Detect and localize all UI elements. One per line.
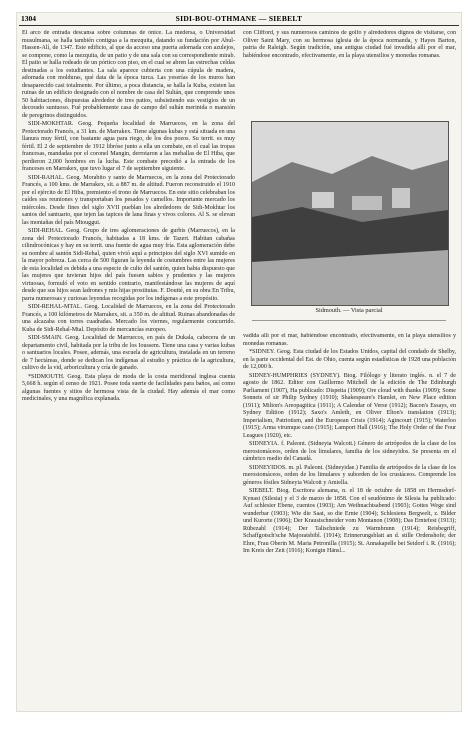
photo-illustration (252, 122, 448, 305)
running-title: SIDI-BOU-OTHMANE — SIEBELT (175, 14, 303, 23)
entry-sidi-smain: SIDI-SMAIN. Geog. Localidad de Marruecos, en país de Dukala, cabecera de un departamento civil, habitada por la tribu de los Ioussem. Tiene una casa y varias kubas o santuarios locales. Posee, además, una escuela de agricultura, instalada en un terreno de 7 hectáreas, donde se dedican los indígenas al estudio y práctica de la agricultura, cultivo de la vid, arboricultura y cría de ganado. (22, 335, 235, 371)
header-rule (19, 25, 459, 26)
paragraph-arco: El arco de entrada descansa sobre columnas de ónice. La medersa, o Universidad musulmana, se halla también contigua a la mezquita, datando su fundación por Abul-Hassen-Alí, de 1347. Este edificio, al que da acceso una puerta adornada con azulejos, se compone, como la mezquita, de un patio y de una sala con su correspondiente mirab. El patio se halla rodeado de un pórtico con piso, en el cual se abren las estrechas celdas destinadas a los estudiantes. La sala aparece cubierta con una cúpula de madera, adornada con molduras, qué data de la época turca. Las yeserías de los muros han desaparecido casi totalmente. Por último, a poca distancia, se halla la Kuba, existen las ruinas de un edificio designado con el nombre de casa del Sultán, que comprende unos 50 habitaciones, dispuestas alrededor de tres patios, subsistiendo sus vestigios de un decorado suntuoso. Fué probablemente casa de campo del sultán merinida o mansión de peregrinos distinguidos. (22, 30, 235, 119)
paragraph-vadida: vadida allí por el mar, habiéndose encontrado, efectivamente, en la playa utensilios y monedas romanas. (243, 333, 456, 347)
entry-siebelt: SIEBELT. Biog. Escritora alemana, n. el 18 de octubre de 1858 en Hermsdorf-Kynast (Silesia) y el 3 de marzo de 1858. Con el seudónimo de Silesia ha publicado: Auf schlesier Ebene, cuentos (1903); Am Weihnachtsabend (1903); Gottes Wege sind wunderbar (1903); Wie die Saat, so die Ernte (1904); Schlesiens Bergwelt, z. Bilder und Kurorte (1906); Der Kraustschneider vom Montanon (1908); Das Erntefest (1913); Rübezahl (1914); Der Talischniede zu Warmbrunn (1914); Reisbegriff, Schaffgotsch'sche Majoratsbibl. (1914); Erinnerungsblatt an d. stille Ordenshofe; der Ehre, Frau Oberin M. Maria Petronilla (1915); St. Annakapelle bei Seidorf i. R. (1916); Im Kreis der Zeit (1916); Konigin Hänsl... (243, 488, 456, 554)
left-column (22, 30, 235, 706)
right-column-bottom (243, 333, 456, 703)
page-number: 1304 (21, 14, 36, 23)
page-header (17, 13, 461, 27)
entry-sidmouth: *SIDMOUTH. Geog. Esta playa de moda de la costa meridional inglesa cuenta 5,668 h. según el censo de 1921. Posee toda suerte de facilidades para baños, así como algunas fuentes y sitios de hermosa vista de la ciudad. Hay además el mar como medicinales, y una magnífica explanada. (22, 373, 235, 402)
entry-sidi-mokhtar: SIDI-MOKHTAR. Geog. Pequeña localidad de Marruecos, en la zona del Protectorado Francés, a 31 km. de Marrakex. Tiene algunas kubas y está situada en una llanura muy fértil, con bastante agua para riego, de los dos pozos. Su territ. es muy fértil. El 2 de septiembre de 1912 libróse junto a ella un combate, en el cual las tropas francesas, mandadas por el coronel Mangin, derrotaron a las mehallas de El Hiba, que perdieron 2,000 hombres en la lucha. Este combate precedió a la entrada de los franceses en Marrakex, que tuvo lugar el 7 de septiembre siguiente. (22, 121, 235, 172)
entry-sidneyia: SIDNEYIA. f. Paleont. (Sidneyia Walcott.) Género de artrópodos de la clase de los merostomáceos, orden de los limulares, familia de los sidneyidos. Se presenta en el cámbrico medio del Canadá. (243, 441, 456, 462)
entry-sidney: *SIDNEY. Geog. Esta ciudad de los Estados Unidos, capital del condado de Shelby, en la parte occidental del Est. de Ohio, cuenta según estadísticas de 1928 una población de 12,000 h. (243, 349, 456, 370)
photo-caption: Sidmouth. — Vista parcial (315, 307, 383, 314)
entry-sidi-rahal: SIDI-RAHAL. Geog. Morabito y santo de Marruecos, en la zona del Protectorado Francés, a 100 kms. de Marrakex, sit. a 887 m. de altitud. Fueron reconstruido el 1910 por el ejército de El Hiba, premiento el trono de Marruecos. En este sitio celebraban los caídes sus reuniones y transportaban los pesados y camellos. Importante mercado los miércoles. Desde fines del siglo XVII pueblan los alrededores de Sidi-Mokhtar los santos del santuario, que tejen las tapices de lana finas y vivos colores. Al S. se elevan las montañas del país Mtouggui. (22, 174, 235, 226)
entry-sidney-humphries: SIDNEY-HUMPHRIES (SYDNEY). Biog. Filólogo y literato inglés. n. el 7 de agosto de 1862. Editor con Guillermo Mitchell de la edición de The Edinburgh Parliament (1907), Ha publicado: Dispetia (1909); Ore cloud with thanks (1909); Some Sonnets of sir Philip Sydney (1910); Shakespeare's Hamlet, en New Place edition (1911); Milton's Areopagitica (1911); A Calendar of Verse (1912); Bacon's Essays, en Sydney Edition (1912); Saxo's Amleth, en Oliver Elton's translation (1913); Imperialism, Patriotism, and the European Crisis (1914); Agincourt (1915); Waterloo (1915); Arma virumque cano (1915); Lamport Hall (1916); The Holy Order of the Four Leagues (1920), etc. (243, 372, 456, 439)
book-page (16, 12, 462, 712)
caption-divider (252, 320, 446, 321)
entry-sidi-rehal-mtal: SIDI-REHAL-MTAL. Geog. Localidad de Marruecos, en la zona del Protectorado Francés, a 100 kilómetros de Marrakex, sit. a 350 m. de altitud. Ruinas abandonadas de una alcazaba con torres cuadradas. Mercado los viernes, regularmente concurrido. Kuba de Sidi-Rehal-Mtal. Depósito de mercancías europeo. (22, 304, 235, 333)
sidmouth-photo (251, 121, 449, 306)
entry-sidi-rehal: SIDI-REHAL. Geog. Grupo de tres aglomeraciones de gurbis (Marruecos), en la zona del Protectorado Francés, habitadas a 18 kms. de Tazert. Habitan cabañas cilindrocónicas y hay en su territ. una fuente de agua muy fría. Esta aglomeración debe su nombre al santón Sidi-Rehal, quien vivió aquí a principios del siglo XVI sumido en la mayor pobreza. Las cerca de 500 figuran la leyenda de costumbres entre las mujeres de esta localidad es debida a una especie de culto del santón, quien habia dispuesto que las mujeres que tuvieran hijos del país fuesen sabios y prudentes y las mujeres virtuosas, formuló el voto en sentido contrario, manifestándose las mujeres de aquí desde que sus hijos sean ladrones y mis hijas prostitutas. F. Doutté, en su obra En Tribu, parra numerosas y curiosas leyendas recogidas por los indígenas a este propósito. (22, 228, 235, 302)
right-column-top (243, 30, 456, 100)
paragraph-sidmouth-cont: con Clifford, y sus numerosos caminos de golfo y alrededores dignos de visitarse, con Oliver Saint Mary, con su hermosa iglesia de la época normanda, y Hayes Barton, patria de Raleigh. Según tradición, una antigua ciudad fué invadida allí por el mar, habiéndose encontrado, efectivamente, en la playa utensilios y monedas romanas. (243, 30, 456, 59)
entry-sidneyidos: SIDNEYIDOS. m. pl. Paleont. (Sidneyidae.) Familia de artrópodos de la clase de los merostomáceos, orden de los limulares y suborden de los crustáceos. Comprende los géneros fósiles Sidneyia Walcott y Amiella. (243, 464, 456, 486)
